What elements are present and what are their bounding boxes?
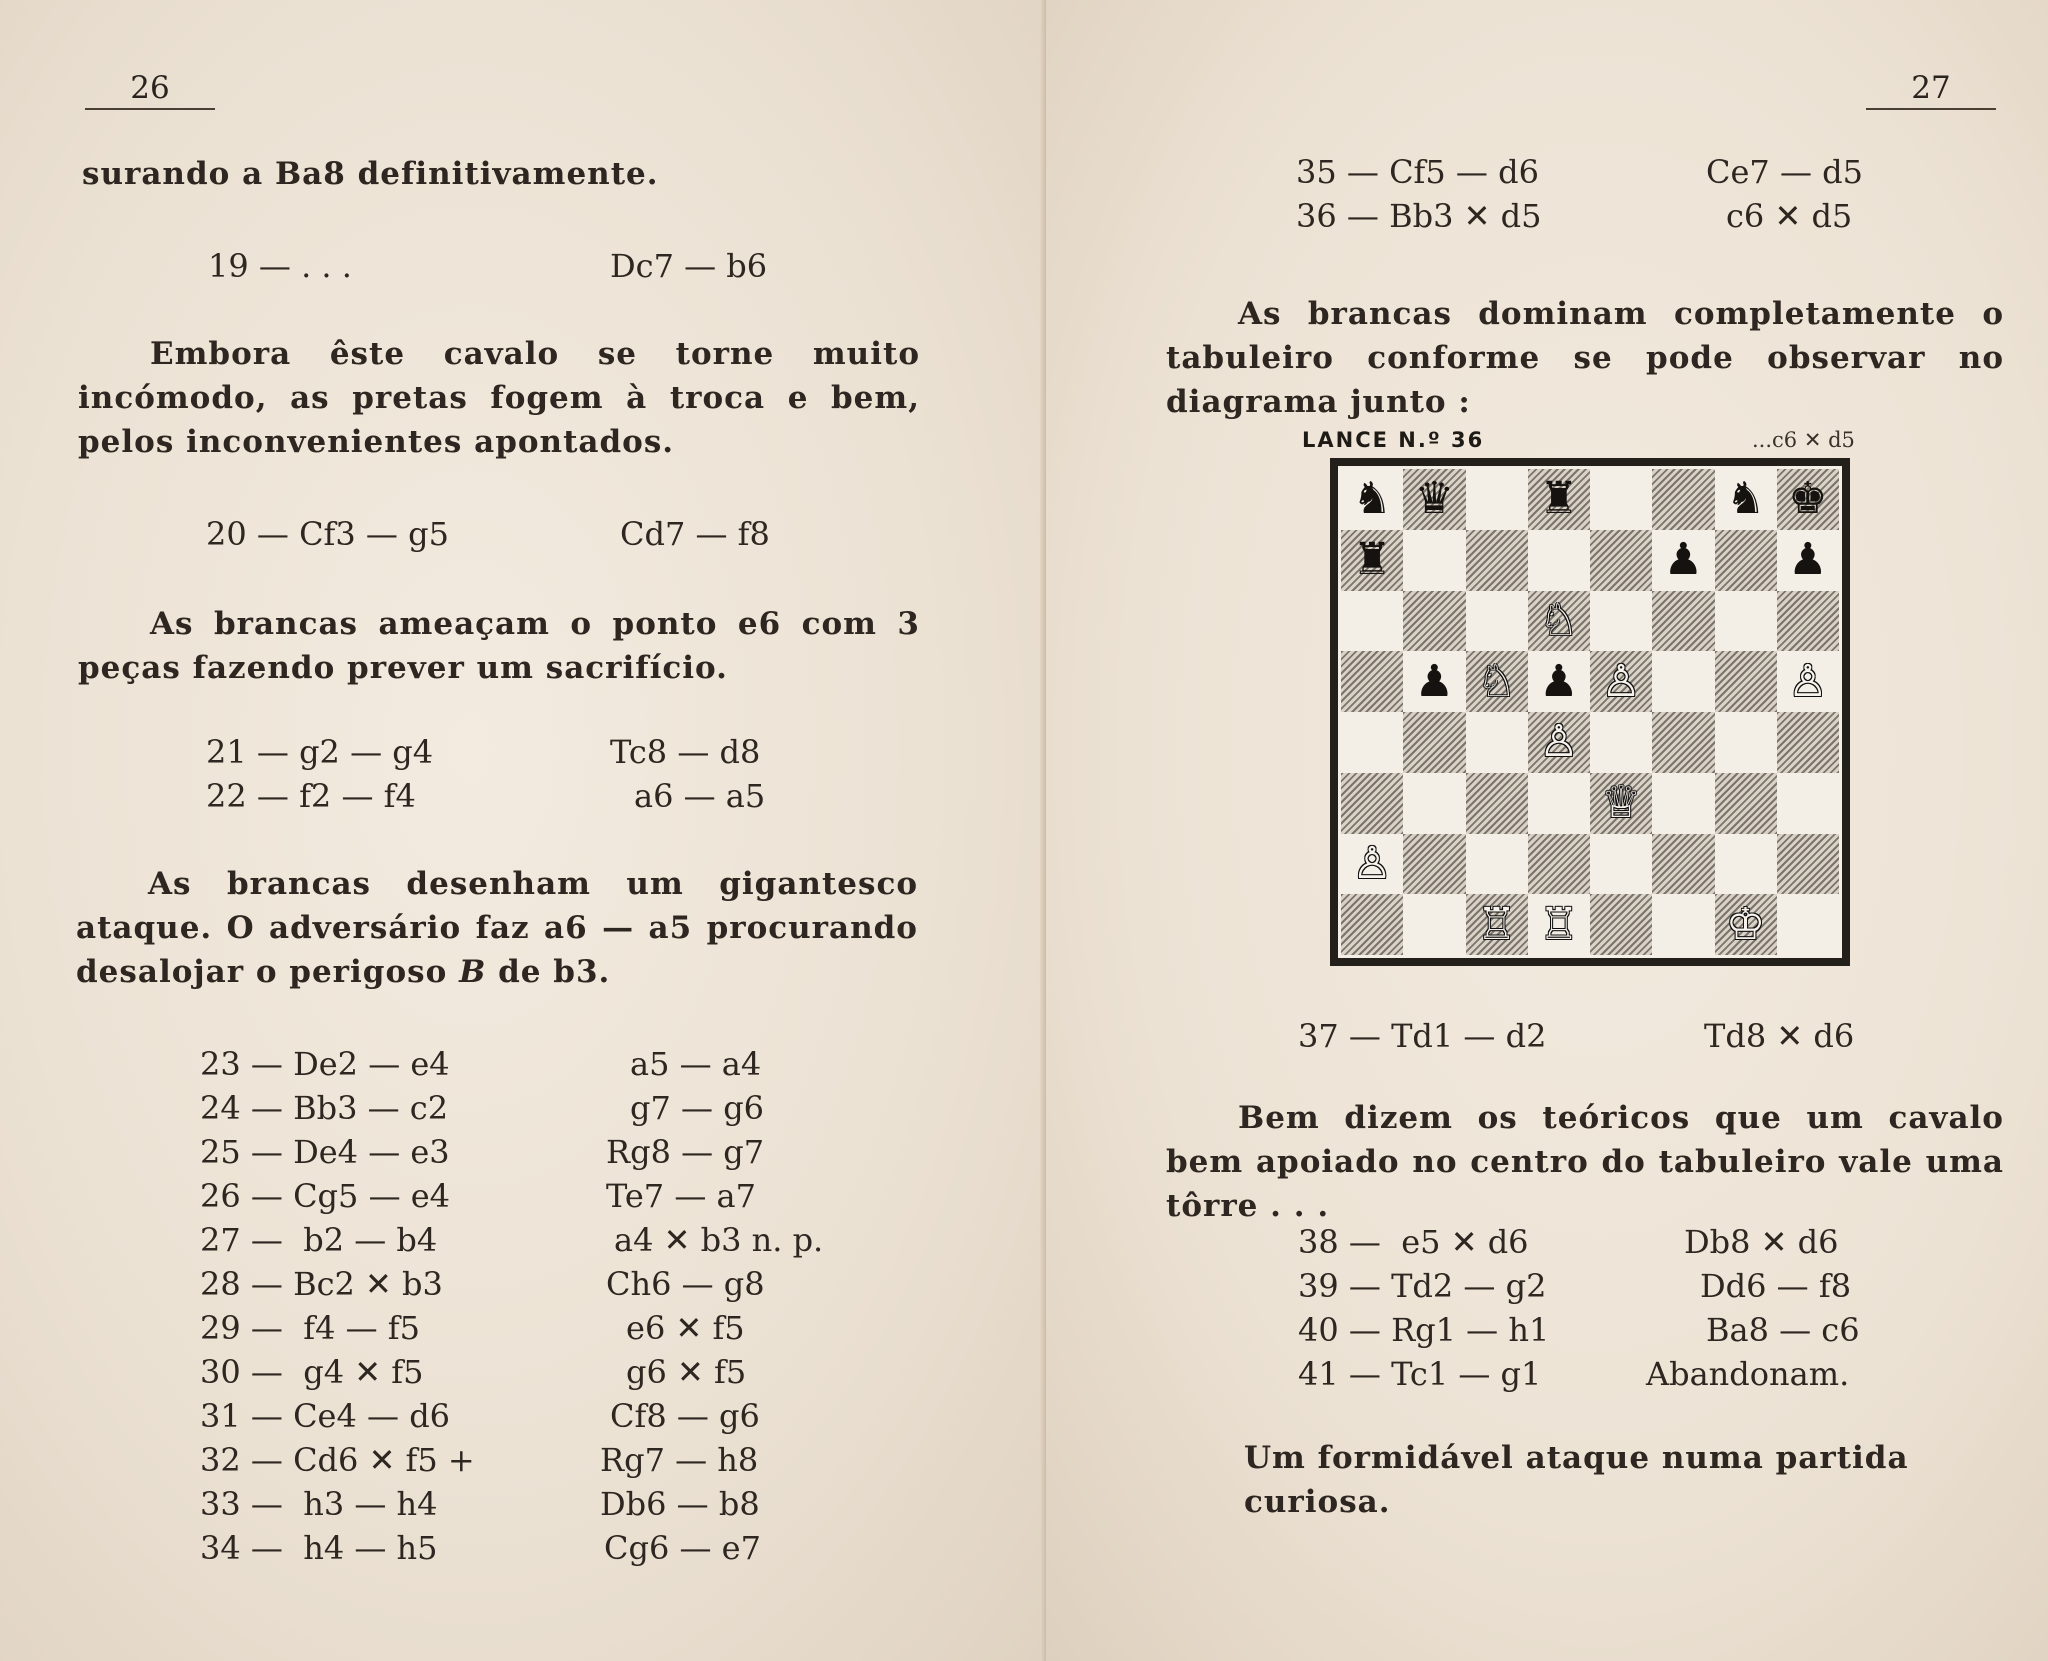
board-square bbox=[1403, 773, 1465, 834]
move-white: 26 — Cg5 — e4 bbox=[200, 1177, 451, 1215]
board-square bbox=[1528, 591, 1590, 652]
board-square bbox=[1528, 530, 1590, 591]
move-black: Db6 — b8 bbox=[600, 1485, 760, 1523]
black-piece-icon: ♚ bbox=[1788, 473, 1828, 525]
board-square bbox=[1403, 712, 1465, 773]
board-square bbox=[1590, 773, 1652, 834]
board-square bbox=[1715, 591, 1777, 652]
board-square bbox=[1590, 469, 1652, 530]
board-square bbox=[1652, 834, 1714, 895]
board-square bbox=[1590, 651, 1652, 712]
move-white: 22 — f2 — f4 bbox=[206, 777, 416, 815]
black-piece-icon: ♜ bbox=[1352, 534, 1392, 586]
board-square bbox=[1777, 530, 1839, 591]
paragraph-3-text-a: As brancas desenham um gigantesco ataque. O adversário faz a6 — a5 procurando desalojar o perigoso bbox=[76, 866, 918, 990]
board-square bbox=[1341, 894, 1403, 955]
board-square bbox=[1777, 894, 1839, 955]
move-black: Ch6 — g8 bbox=[606, 1265, 765, 1303]
board-square bbox=[1466, 894, 1528, 955]
board-square bbox=[1715, 894, 1777, 955]
closing-line: Um formidável ataque numa partida curiosa. bbox=[1244, 1440, 1909, 1520]
move-black: Tc8 — d8 bbox=[610, 733, 761, 771]
board-square bbox=[1341, 773, 1403, 834]
move-white: 38 — e5 ✕ d6 bbox=[1298, 1223, 1529, 1261]
move-white: 30 — g4 ✕ f5 bbox=[200, 1353, 424, 1391]
board-square bbox=[1715, 651, 1777, 712]
board-square bbox=[1466, 469, 1528, 530]
black-piece-icon: ♟ bbox=[1414, 655, 1455, 707]
move-black: a6 — a5 bbox=[634, 777, 766, 815]
board-square bbox=[1466, 834, 1528, 895]
board-square bbox=[1652, 591, 1714, 652]
board-square bbox=[1403, 591, 1465, 652]
board-square bbox=[1652, 773, 1714, 834]
board-square bbox=[1777, 469, 1839, 530]
move-black: Db8 ✕ d6 bbox=[1684, 1223, 1839, 1261]
move-black: g6 ✕ f5 bbox=[626, 1353, 747, 1391]
move-black: Cf8 — g6 bbox=[610, 1397, 760, 1435]
board-square bbox=[1528, 469, 1590, 530]
move-white: 23 — De2 — e4 bbox=[200, 1045, 450, 1083]
page-number-right: 27 bbox=[1866, 68, 1996, 110]
white-piece-icon: ♙ bbox=[1352, 837, 1392, 889]
board-square bbox=[1652, 530, 1714, 591]
move-black: c6 ✕ d5 bbox=[1726, 197, 1853, 235]
board-square bbox=[1466, 712, 1528, 773]
white-piece-icon: ♙ bbox=[1788, 655, 1828, 707]
board-square bbox=[1715, 530, 1777, 591]
paragraph-3-italic: B bbox=[459, 954, 487, 990]
board-square bbox=[1652, 712, 1714, 773]
move-white: 29 — f4 — f5 bbox=[200, 1309, 420, 1347]
page-number-left: 26 bbox=[85, 68, 215, 110]
paragraph-3-text-c: de b3. bbox=[486, 954, 611, 990]
board-square bbox=[1403, 530, 1465, 591]
move-black: e6 ✕ f5 bbox=[626, 1309, 745, 1347]
board-square bbox=[1466, 651, 1528, 712]
board-square bbox=[1403, 651, 1465, 712]
board-square bbox=[1715, 469, 1777, 530]
board-square bbox=[1777, 773, 1839, 834]
board-square bbox=[1590, 894, 1652, 955]
board-square bbox=[1403, 894, 1465, 955]
move-black: Te7 — a7 bbox=[606, 1177, 756, 1215]
board-square bbox=[1590, 530, 1652, 591]
move-20-black: Cd7 — f8 bbox=[620, 515, 770, 553]
board-square bbox=[1528, 651, 1590, 712]
board-square bbox=[1777, 834, 1839, 895]
move-19-white: 19 — . . . bbox=[208, 247, 352, 285]
board-square bbox=[1341, 591, 1403, 652]
move-white: 39 — Td2 — g2 bbox=[1298, 1267, 1547, 1305]
move-black: a4 ✕ b3 n. p. bbox=[614, 1221, 824, 1259]
paragraph-3 bbox=[76, 862, 918, 994]
move-white: 28 — Bc2 ✕ b3 bbox=[200, 1265, 443, 1303]
board-square bbox=[1466, 530, 1528, 591]
white-piece-icon: ♖ bbox=[1476, 898, 1517, 950]
board-square bbox=[1341, 651, 1403, 712]
board-square bbox=[1466, 773, 1528, 834]
board-square bbox=[1341, 469, 1403, 530]
board-square bbox=[1341, 712, 1403, 773]
black-piece-icon: ♞ bbox=[1352, 473, 1392, 525]
white-piece-icon: ♘ bbox=[1539, 594, 1579, 646]
board-square bbox=[1341, 530, 1403, 591]
paragraph-1 bbox=[78, 332, 920, 464]
board-square bbox=[1777, 712, 1839, 773]
diagram-move: ...c6 ✕ d5 bbox=[1752, 428, 1855, 452]
move-black: Cg6 — e7 bbox=[604, 1529, 761, 1567]
move-black: g7 — g6 bbox=[630, 1089, 765, 1127]
board-square bbox=[1715, 712, 1777, 773]
board-square bbox=[1528, 834, 1590, 895]
move-black: Ce7 — d5 bbox=[1706, 153, 1863, 191]
move-19-black: Dc7 — b6 bbox=[610, 247, 768, 285]
paragraph-1-text: Embora êste cavalo se torne muito incómodo, as pretas fogem à troca e bem, pelos inconvenientes apontados. bbox=[78, 336, 920, 460]
move-black: Rg7 — h8 bbox=[600, 1441, 759, 1479]
move-black: Rg8 — g7 bbox=[606, 1133, 765, 1171]
paragraph-2-text: As brancas ameaçam o ponto e6 com 3 peças fazendo prever um sacrifício. bbox=[78, 606, 920, 686]
move-black: Abandonam. bbox=[1646, 1355, 1850, 1393]
move-white: 36 — Bb3 ✕ d5 bbox=[1296, 197, 1542, 235]
board-square bbox=[1777, 591, 1839, 652]
black-piece-icon: ♞ bbox=[1725, 473, 1766, 525]
move-white: 33 — h3 — h4 bbox=[200, 1485, 438, 1523]
move-black: Ba8 — c6 bbox=[1706, 1311, 1860, 1349]
move-black: Dd6 — f8 bbox=[1700, 1267, 1852, 1305]
move-white: 35 — Cf5 — d6 bbox=[1296, 153, 1539, 191]
black-piece-icon: ♛ bbox=[1414, 473, 1455, 525]
right-paragraph-2-text: Bem dizem os teóricos que um cavalo bem apoiado no centro do tabuleiro vale uma tôrre . . . bbox=[1166, 1100, 2004, 1224]
board-square bbox=[1341, 834, 1403, 895]
chessboard-diagram bbox=[1330, 458, 1850, 966]
paragraph-2 bbox=[78, 602, 920, 690]
right-paragraph-1 bbox=[1166, 292, 2004, 424]
board-square bbox=[1590, 712, 1652, 773]
white-piece-icon: ♘ bbox=[1476, 655, 1517, 707]
board-square bbox=[1403, 469, 1465, 530]
board-square bbox=[1466, 591, 1528, 652]
board-square bbox=[1652, 469, 1714, 530]
white-piece-icon: ♙ bbox=[1539, 716, 1579, 768]
move-white: 40 — Rg1 — h1 bbox=[1298, 1311, 1550, 1349]
board-square bbox=[1777, 651, 1839, 712]
white-piece-icon: ♖ bbox=[1539, 898, 1579, 950]
move-white: 32 — Cd6 ✕ f5 + bbox=[200, 1441, 475, 1479]
board-square bbox=[1652, 651, 1714, 712]
white-piece-icon: ♕ bbox=[1601, 777, 1641, 829]
move-white: 31 — Ce4 — d6 bbox=[200, 1397, 451, 1435]
black-piece-icon: ♟ bbox=[1663, 534, 1704, 586]
black-piece-icon: ♜ bbox=[1539, 473, 1579, 525]
intro-line: surando a Ba8 definitivamente. bbox=[82, 156, 659, 192]
board-square bbox=[1590, 591, 1652, 652]
white-piece-icon: ♙ bbox=[1601, 655, 1641, 707]
move-white: 34 — h4 — h5 bbox=[200, 1529, 438, 1567]
right-paragraph-1-text: As brancas dominam completamente o tabuleiro conforme se pode observar no diagrama junto : bbox=[1166, 296, 2004, 420]
board-grid bbox=[1341, 469, 1839, 955]
move-37-white: 37 — Td1 — d2 bbox=[1298, 1017, 1547, 1055]
diagram-label: LANCE N.º 36 bbox=[1302, 428, 1485, 452]
board-square bbox=[1590, 834, 1652, 895]
black-piece-icon: ♟ bbox=[1539, 655, 1579, 707]
board-square bbox=[1528, 712, 1590, 773]
board-square bbox=[1715, 834, 1777, 895]
black-piece-icon: ♟ bbox=[1788, 534, 1828, 586]
move-37-black: Td8 ✕ d6 bbox=[1704, 1017, 1855, 1055]
move-white: 24 — Bb3 — c2 bbox=[200, 1089, 449, 1127]
board-square bbox=[1715, 773, 1777, 834]
move-white: 21 — g2 — g4 bbox=[206, 733, 434, 771]
move-white: 41 — Tc1 — g1 bbox=[1298, 1355, 1542, 1393]
move-white: 25 — De4 — e3 bbox=[200, 1133, 450, 1171]
move-black: a5 — a4 bbox=[630, 1045, 762, 1083]
board-square bbox=[1652, 894, 1714, 955]
board-square bbox=[1528, 894, 1590, 955]
board-square bbox=[1403, 834, 1465, 895]
right-paragraph-2 bbox=[1166, 1096, 2004, 1228]
white-piece-icon: ♔ bbox=[1725, 898, 1766, 950]
move-20-white: 20 — Cf3 — g5 bbox=[206, 515, 449, 553]
board-square bbox=[1528, 773, 1590, 834]
move-white: 27 — b2 — b4 bbox=[200, 1221, 438, 1259]
